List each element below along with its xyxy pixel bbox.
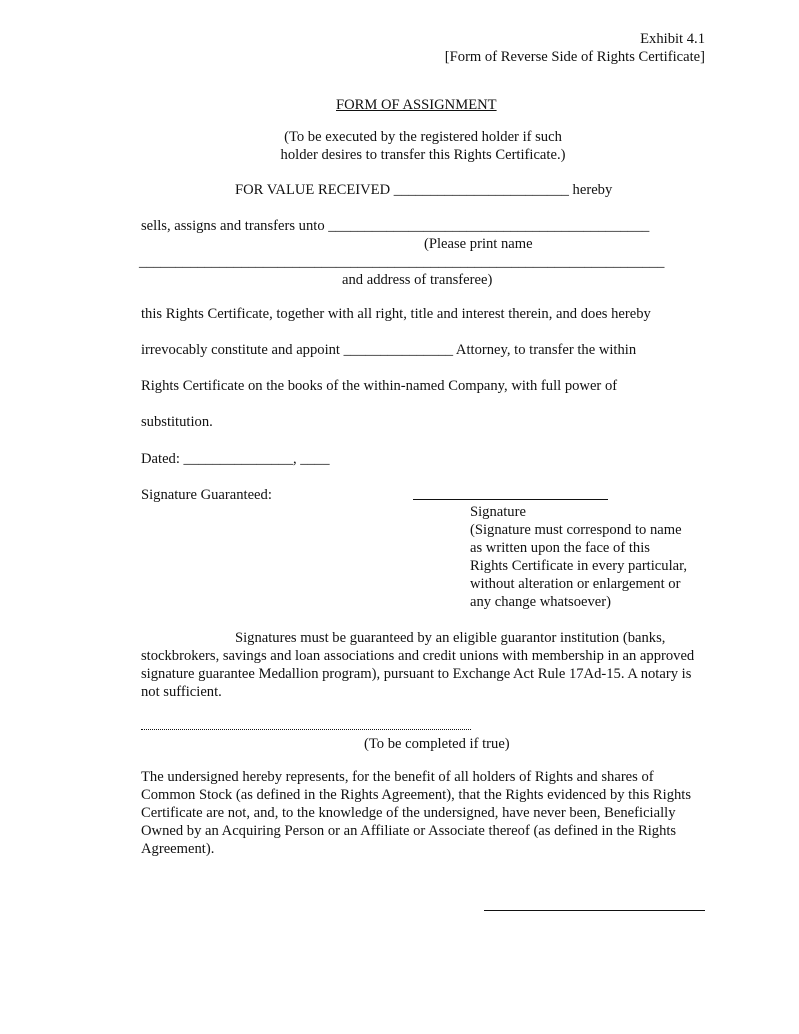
- signature-line: [413, 499, 608, 500]
- instructions-line-2: holder desires to transfer this Rights Certificate.): [280, 147, 566, 163]
- signature-note-line-3: Rights Certificate in every particular,: [470, 558, 688, 574]
- signature-guaranteed-label: Signature Guaranteed:: [141, 487, 272, 503]
- form-title: FORM OF ASSIGNMENT: [336, 97, 497, 113]
- sells-assigns-line: sells, assigns and transfers unto ____________________________________________: [141, 218, 650, 234]
- exhibit-subtitle: [Form of Reverse Side of Rights Certificate]: [444, 49, 705, 65]
- signature-note-line-5: any change whatsoever): [470, 594, 612, 610]
- dotted-separator: [141, 729, 471, 730]
- completed-if-true-label: (To be completed if true): [364, 736, 510, 752]
- dated-line: Dated: _______________, ____: [141, 451, 330, 467]
- bottom-signature-line: [484, 910, 705, 911]
- guarantee-paragraph: Signatures must be guaranteed by an eligible guarantor institution (banks, stockbrokers, savings and loan associations and credit unions with membership in an approved signature guarantee Medallion program), pursuant to Exchange Act Rule 17Ad-15. A notary is not sufficient.: [141, 630, 695, 700]
- body-line-1: this Rights Certificate, together with all right, title and interest therein, and does hereby: [141, 306, 651, 322]
- signature-note-line-4: without alteration or enlargement or: [470, 576, 681, 592]
- print-name-label: (Please print name: [424, 236, 533, 252]
- representation-paragraph: The undersigned hereby represents, for the benefit of all holders of Rights and shares of Common Stock (as defined in the Rights Agreement), that the Rights evidenced by this Rights Certificate are not, and, to the knowledge of the undersigned, have never been, Beneficially Owned by an Acquiring Person or an Affiliate or Associate thereof (as defined in the Rights Agreement).: [141, 769, 692, 857]
- body-line-2: irrevocably constitute and appoint _______________ Attorney, to transfer the within: [141, 342, 637, 358]
- signature-note-line-1: (Signature must correspond to name: [470, 522, 682, 538]
- signature-label: Signature: [470, 504, 526, 520]
- body-line-4: substitution.: [141, 414, 213, 430]
- value-received-line: FOR VALUE RECEIVED ________________________ hereby: [235, 182, 613, 198]
- signature-note-line-2: as written upon the face of this: [470, 540, 650, 556]
- instructions-line-1: (To be executed by the registered holder if such: [284, 129, 562, 145]
- body-line-3: Rights Certificate on the books of the within-named Company, with full power of: [141, 378, 618, 394]
- address-of-transferee-label: and address of transferee): [342, 272, 493, 288]
- exhibit-label: Exhibit 4.1: [640, 31, 705, 47]
- transferee-blank-line: ________________________________________________________________________: [139, 254, 665, 270]
